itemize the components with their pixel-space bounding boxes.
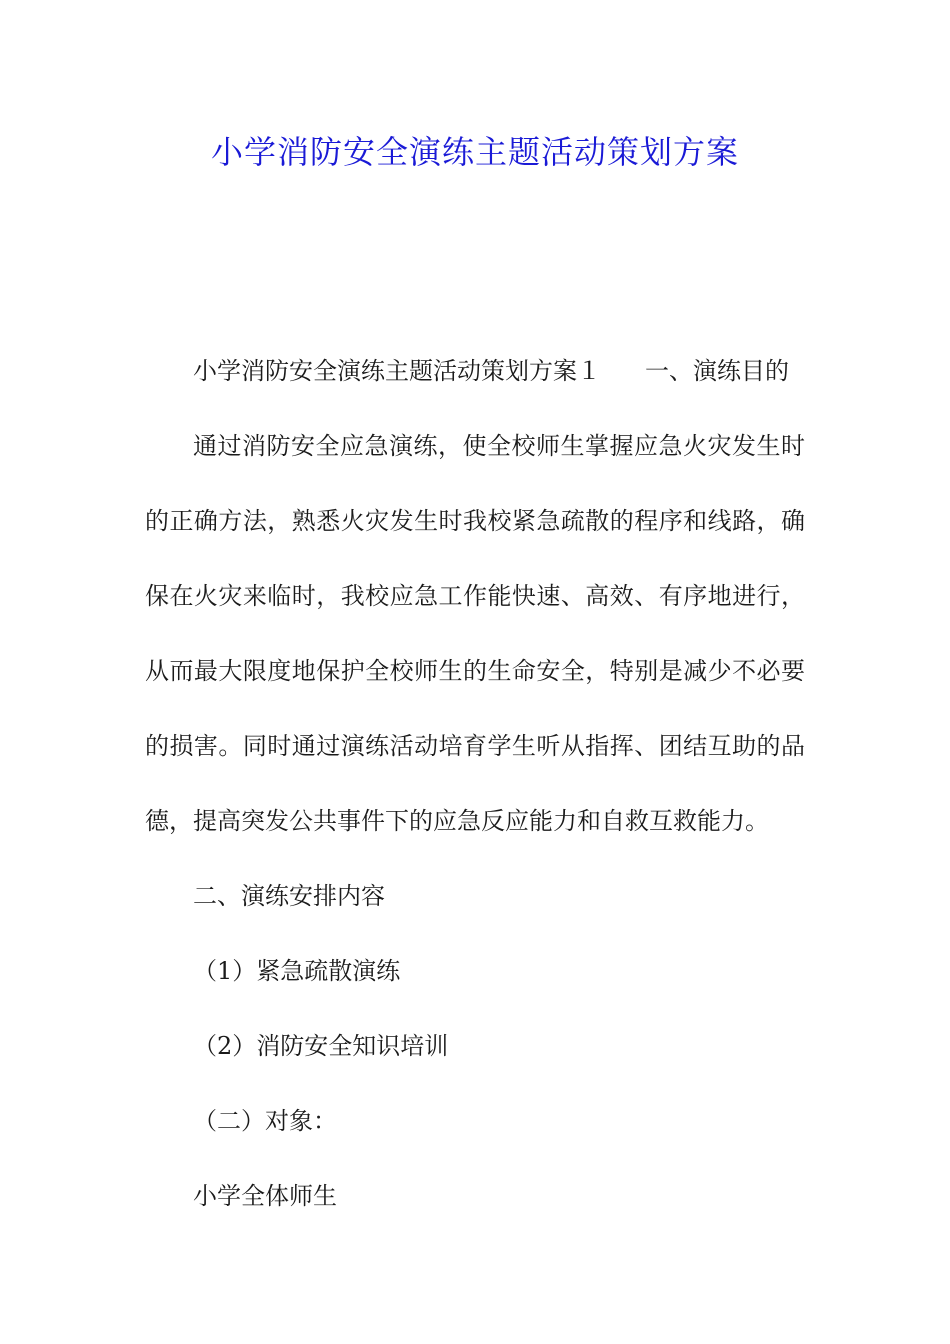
document-title: 小学消防安全演练主题活动策划方案 [210,133,739,171]
paragraph-target: 小学全体师生 [193,1182,337,1210]
heading-line [145,334,805,409]
paragraph-section-two: 二、演练安排内容 [193,882,385,910]
paragraph-item-2: （2）消防安全知识培训 [193,1032,449,1060]
paragraph-item-1: （1）紧急疏散演练 [193,957,401,985]
paragraph-purpose: 通过消防安全应急演练，使全校师生掌握应急火灾发生时的正确方法，熟悉火灾发生时我校紧急疏散的程序和线路，确保在火灾来临时，我校应急工作能快速、高效、有序地进行，从而最大限度地保护全校师生的生命安全，特别是减少不必要的损害。同时通过演练活动培育学生听从指挥、团结互助的品德，提高突发公共事件下的应急反应能力和自救互救能力。 [145,432,805,835]
heading-line-part1: 小学消防安全演练主题活动策划方案１ [193,357,601,385]
document-body [145,334,805,1234]
paragraph-target-heading: （二）对象： [193,1107,337,1135]
heading-line-part2: 一、演练目的 [645,357,789,385]
